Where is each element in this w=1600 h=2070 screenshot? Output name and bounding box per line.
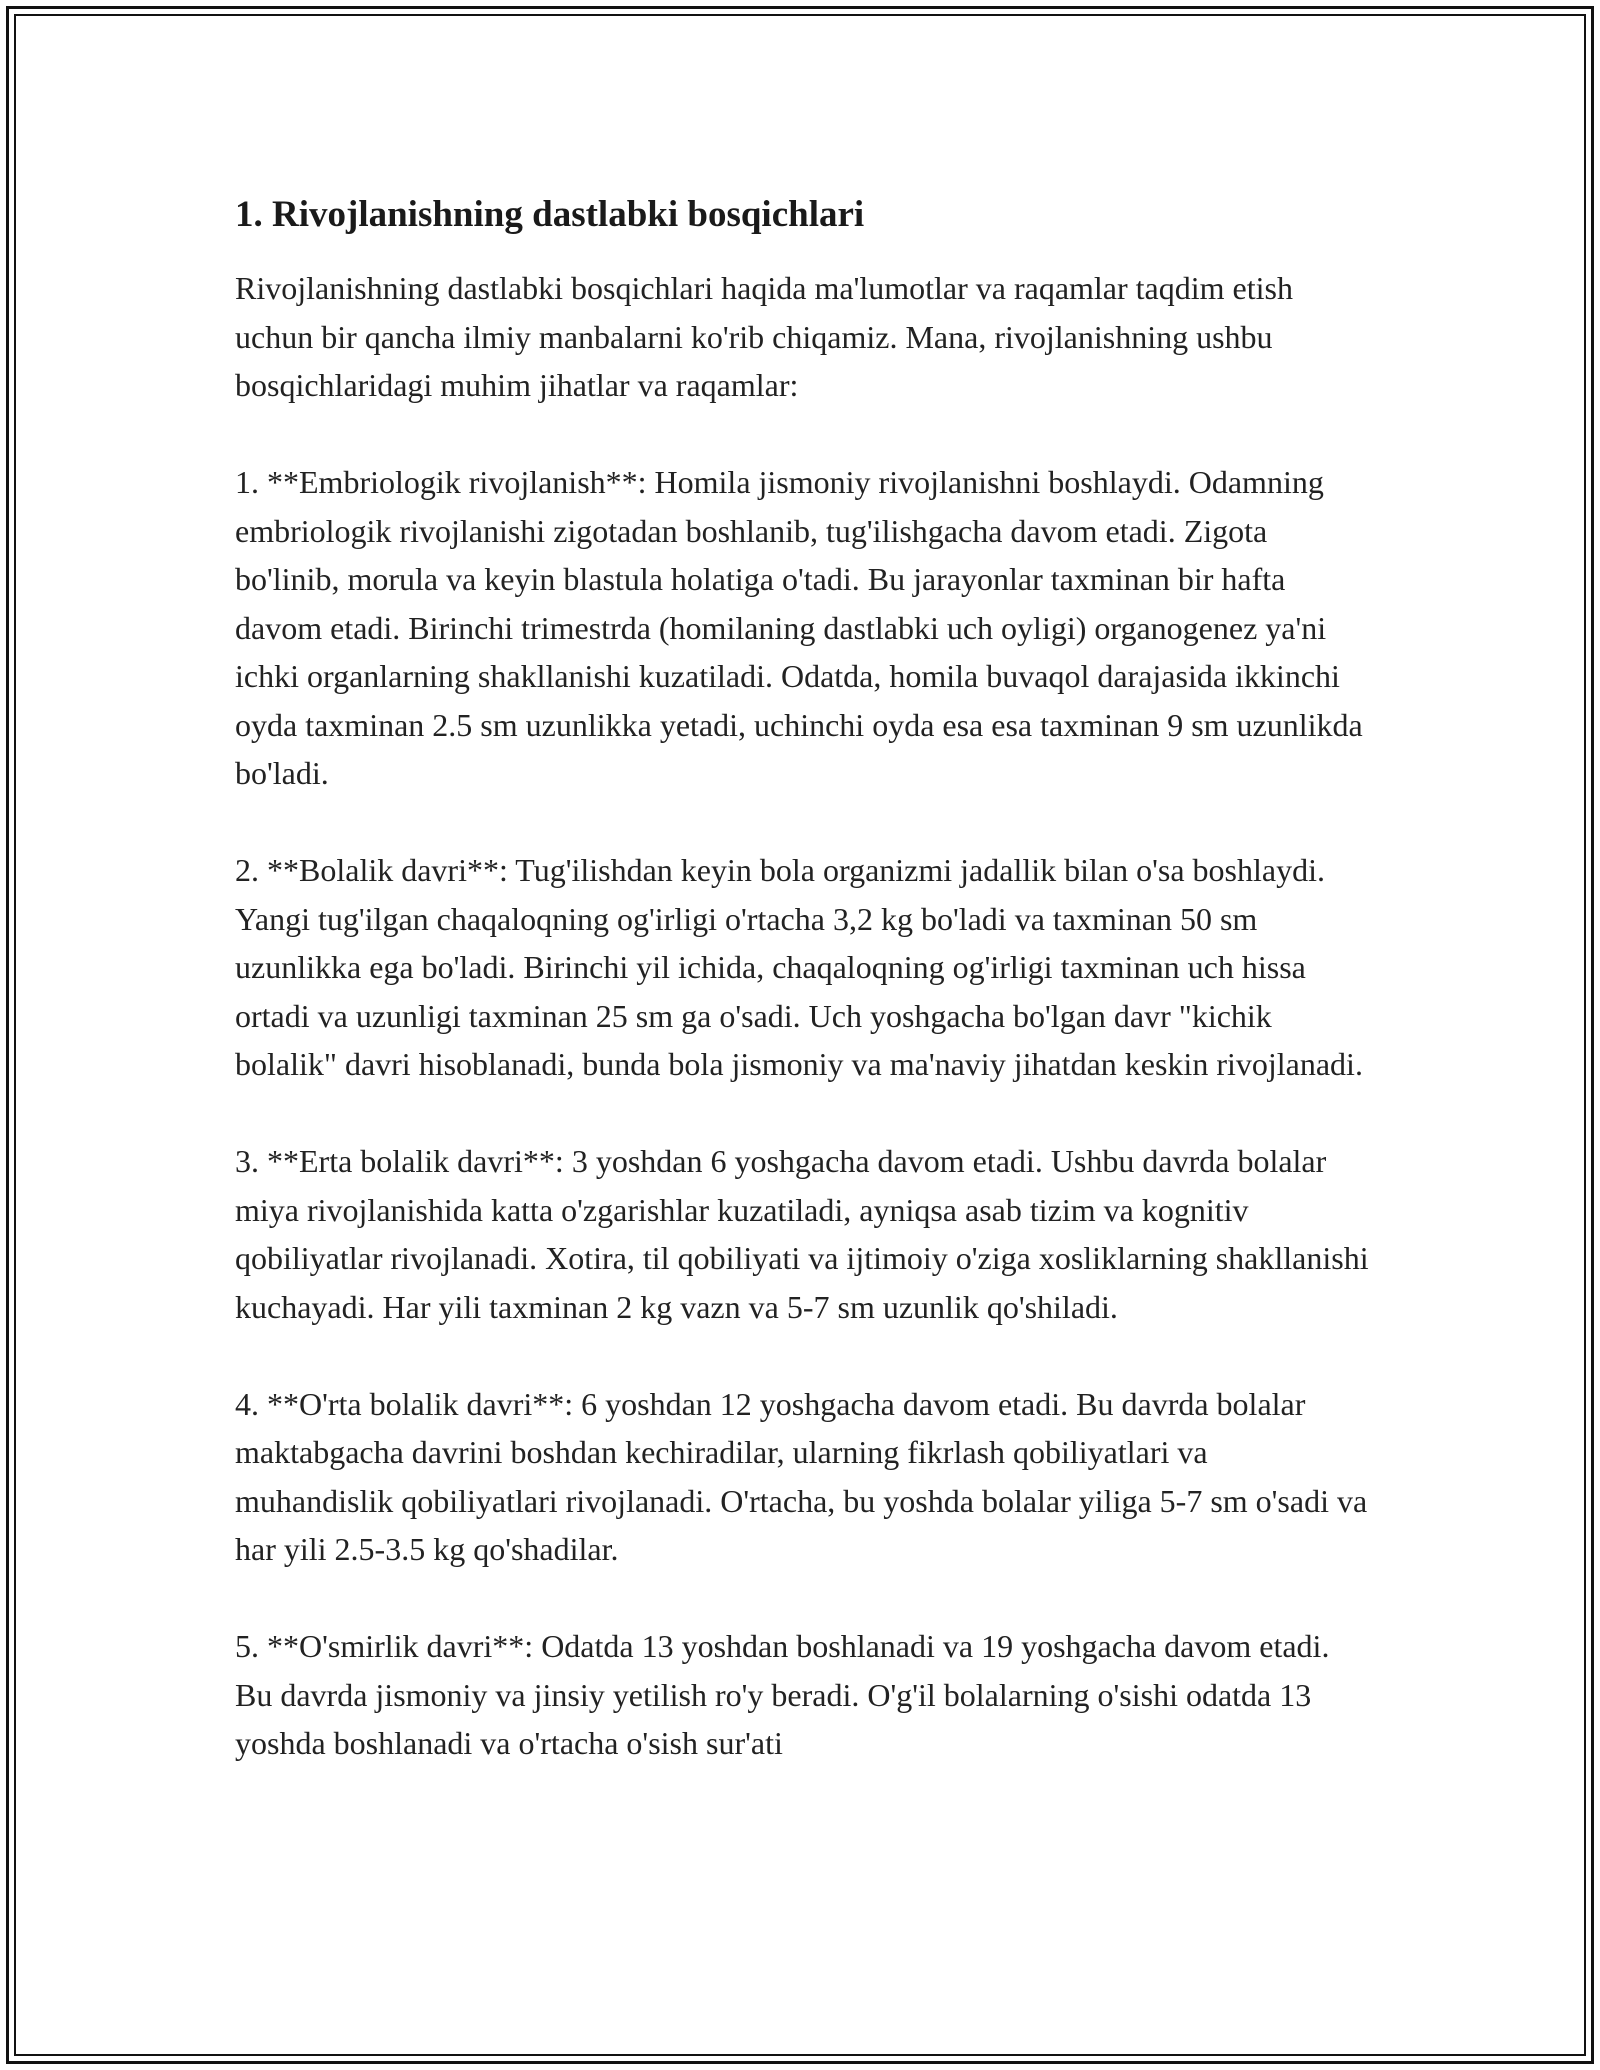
paragraph-adolescence: 5. **O'smirlik davri**: Odatda 13 yoshdan boshlanadi va 19 yoshgacha davom etadi. Bu davrda jismoniy va jinsiy yetilish ro'y beradi. O'g'il bolalarning o'sishi odatda 13 yoshda boshlanadi va o'rtacha o'sish sur'ati: [235, 1628, 1330, 1761]
paragraph-middle-childhood: 4. **O'rta bolalik davri**: 6 yoshdan 12 yoshgacha davom etadi. Bu davrda bolalar maktabgacha davrini boshdan kechiradilar, ularning fikrlash qobiliyatlari va muhandislik qobiliyatlari rivojlanadi. O'rtacha, bu yoshda bolalar yiliga 5-7 sm o'sadi va har yili 2.5-3.5 kg qo'shadilar.: [235, 1385, 1368, 1567]
paragraph-embryology: 1. **Embriologik rivojlanish**: Homila jismoniy rivojlanishni boshlaydi. Odamning embriologik rivojlanishi zigotadan boshlanib, tug'ilishgacha davom etadi. Zigota bo'linib, morula va keyin blastula holatiga o'tadi. Bu jarayonlar taxminan bir hafta davom etadi. Birinchi trimestrda (homilaning dastlabki uch oyligi) organogenez ya'ni ichki organlarning shakllanishi kuzatiladi. Odatda, homila buvaqol darajasida ikkinchi oyda taxminan 2.5 sm uzunlikka yetadi, uchinchi oyda esa esa taxminan 9 sm uzunlikda bo'ladi.: [235, 464, 1363, 791]
paragraph-childhood: 2. **Bolalik davri**: Tug'ilishdan keyin bola organizmi jadallik bilan o'sa boshlaydi. Yangi tug'ilgan chaqaloqning og'irligi o'rtacha 3,2 kg bo'ladi va taxminan 50 sm uzunlikka ega bo'ladi. Birinchi yil ichida, chaqaloqning og'irligi taxminan uch hissa ortadi va uzunligi taxminan 25 sm ga o'sadi. Uch yoshgacha bo'lgan davr "kichik bolalik" davri hisoblanadi, bunda bola jismoniy va ma'naviy jihatdan keskin rivojlanadi.: [235, 852, 1363, 1082]
paragraph-early-childhood: 3. **Erta bolalik davri**: 3 yoshdan 6 yoshgacha davom etadi. Ushbu davrda bolalar miya rivojlanishida katta o'zgarishlar kuzatiladi, ayniqsa asab tizim va kognitiv qobiliyatlar rivojlanadi. Xotira, til qobiliyati va ijtimoiy o'ziga xosliklarning shakllanishi kuchayadi. Har yili taxminan 2 kg vazn va 5-7 sm uzunlik qo'shiladi.: [235, 1143, 1369, 1325]
document-body: [235, 190, 1370, 1816]
intro-paragraph: Rivojlanishning dastlabki bosqichlari haqida ma'lumotlar va raqamlar taqdim etish uchun bir qancha ilmiy manbalarni ko'rib chiqamiz. Mana, rivojlanishning ushbu bosqichlaridagi muhim jihatlar va raqamlar:: [235, 270, 1293, 403]
section-title: 1. Rivojlanishning dastlabki bosqichlari: [235, 194, 865, 235]
